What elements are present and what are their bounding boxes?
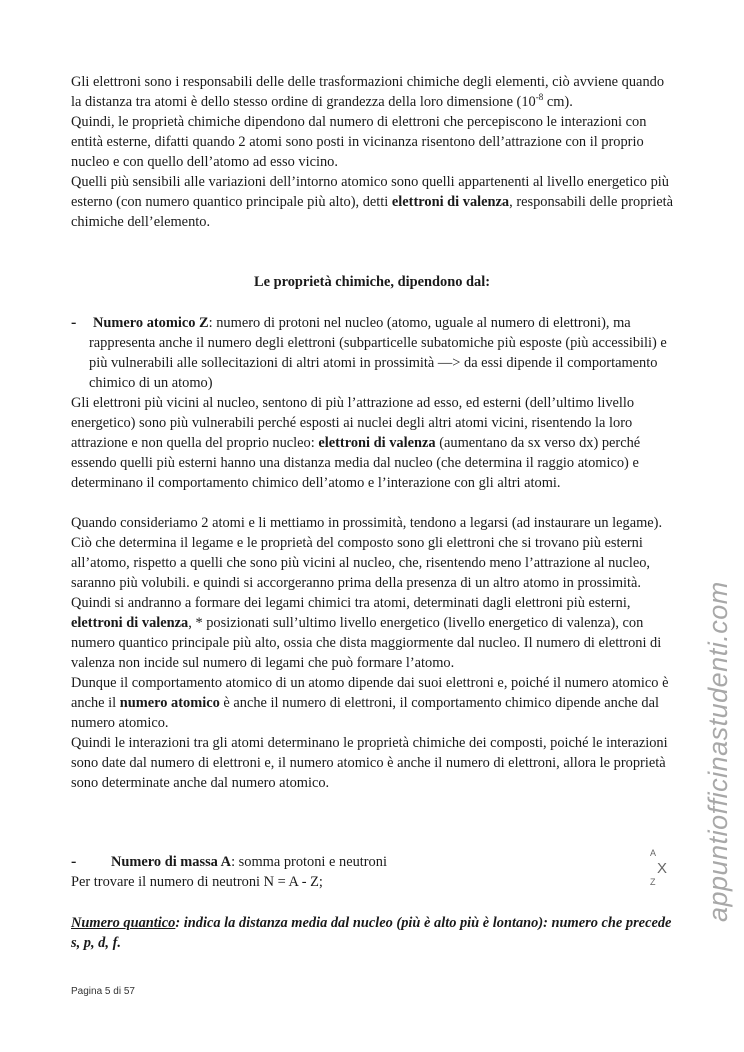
valence-electrons-term-2: elettroni di valenza	[318, 435, 436, 451]
valence-electrons-term: elettroni di valenza	[391, 194, 510, 210]
intro-paragraph-1: Gli elettroni sono i responsabili delle delle trasformazioni chimiche degli elementi, ciò avviene quando la distanza tra atomi è dello stesso ordine di grandezza della loro dimensione ($10^{-8}$ cm).	[71, 74, 665, 110]
interactions-paragraph: Quindi le interazioni tra gli atomi determinano le proprietà chimiche dei composti, poiché le interazioni sono date dal numero di elettroni e, il numero atomico è anche il numero di elettroni, allora le proprietà sono determinate anche dal numero atomico.	[71, 735, 668, 791]
atomic-number-symbol: Z	[650, 877, 656, 887]
intro-section	[71, 72, 673, 232]
quantum-number-section	[71, 913, 673, 953]
watermark: appuntiofficinastudenti.com	[703, 581, 733, 922]
atomic-number-term-2: numero atomico	[119, 695, 220, 711]
bullet-dash-1: -	[71, 314, 77, 331]
quantum-number-term: Numero quantico	[71, 915, 176, 931]
atomic-number-bullet: Numero atomico Z: numero di protoni nel nucleo (atomo, uguale al numero di elettroni), ma rappresenta anche il numero degli elettroni (subparticelle subatomiche più esposte (più accessibili) e più vulnerabili alle sollecitazioni di altri atomi in prossimità —> da essi dipende il comportamento chimico di un atomo)	[89, 315, 667, 391]
atomic-number-term: Numero atomico Z	[93, 315, 209, 331]
valence-electrons-term-3: elettroni di valenza	[71, 615, 189, 631]
page-number: Pagina 5 di 57	[71, 986, 135, 997]
behavior-paragraph: Dunque il comportamento atomico di un atomo dipende dai suoi elettroni e, poiché il numero atomico è anche il numero atomico è anche il numero di elettroni, il comportamento chimico dipende anche dal numero atomico.	[71, 675, 669, 731]
intro-paragraph-3: Quelli più sensibili alle variazioni dell’intorno atomico sono quelli appartenenti al livello energetico più esterno (con numero quantico principale più alto), detti elettroni di valenza, responsabili delle proprietà chimiche dell’elemento.	[71, 174, 673, 230]
quantum-number-paragraph: Numero quantico: indica la distanza media dal nucleo (più è alto più è lontano): numero che precede s, p, d, f.	[71, 915, 672, 951]
bullet-dash-2: -	[71, 853, 77, 870]
mass-number-bullet: Numero di massa A: somma protoni e neutroni	[111, 854, 387, 870]
intro-paragraph-2: Quindi, le proprietà chimiche dipendono dal numero di elettroni che percepiscono le interazioni con entità esterne, difatti quando 2 atomi sono posti in vicinanza risentono dell’attrazione con il proprio nucleo e con quello dell’atomo ad esso vicino.	[71, 114, 647, 170]
bond-paragraph: Quando consideriamo 2 atomi e li mettiamo in prossimità, tendono a legarsi (ad instaurare un legame). Ciò che determina il legame e le proprietà del composto sono gli elettroni che si trovano più esterni all’atomo, rispetto a quelli che sono più vicini al nucleo, che, risentendo meno l’attrazione al nucleo, saranno più volubili. e quindi si accorgeranno prima della presenza di un altro atomo in prossimità. Quindi si andranno a formare dei legami chimici tra atomi, determinati dagli elettroni più esterni, elettroni di valenza, * posizionati sull’ultimo livello energetico (livello energetico di valenza), con numero quantico principale più alto, ossia che dista maggiormente dal nucleo. Il numero di elettroni di valenza non incide sul numero di legami che può formare l’atomo.	[71, 515, 663, 671]
element-symbol: X	[657, 860, 668, 877]
nuclide-notation	[648, 848, 672, 890]
neutrons-line: Per trovare il numero di neutroni N = A - Z;	[71, 874, 323, 890]
mass-number-term: Numero di massa A	[111, 854, 232, 870]
valence-section	[71, 393, 673, 793]
valence-paragraph: Gli elettroni più vicini al nucleo, sentono di più l’attrazione ad esso, ed esterni (dell’ultimo livello energetico) sono più vulnerabili perché esposti ai nuclei degli altri atomi vicini, risentendo la loro attrazione e non quella del proprio nucleo: elettroni di valenza (aumentano da sx verso dx) perché essendo quelli più esterni hanno una distanza media dal nucleo (che determina il raggio atomico) e determinano il comportamento chimico dell’atomo e l’interazione con gli altri atomi.	[71, 395, 641, 491]
section-heading: Le proprietà chimiche, dipendono dal:	[254, 274, 490, 290]
mass-number-symbol: A	[650, 848, 657, 858]
